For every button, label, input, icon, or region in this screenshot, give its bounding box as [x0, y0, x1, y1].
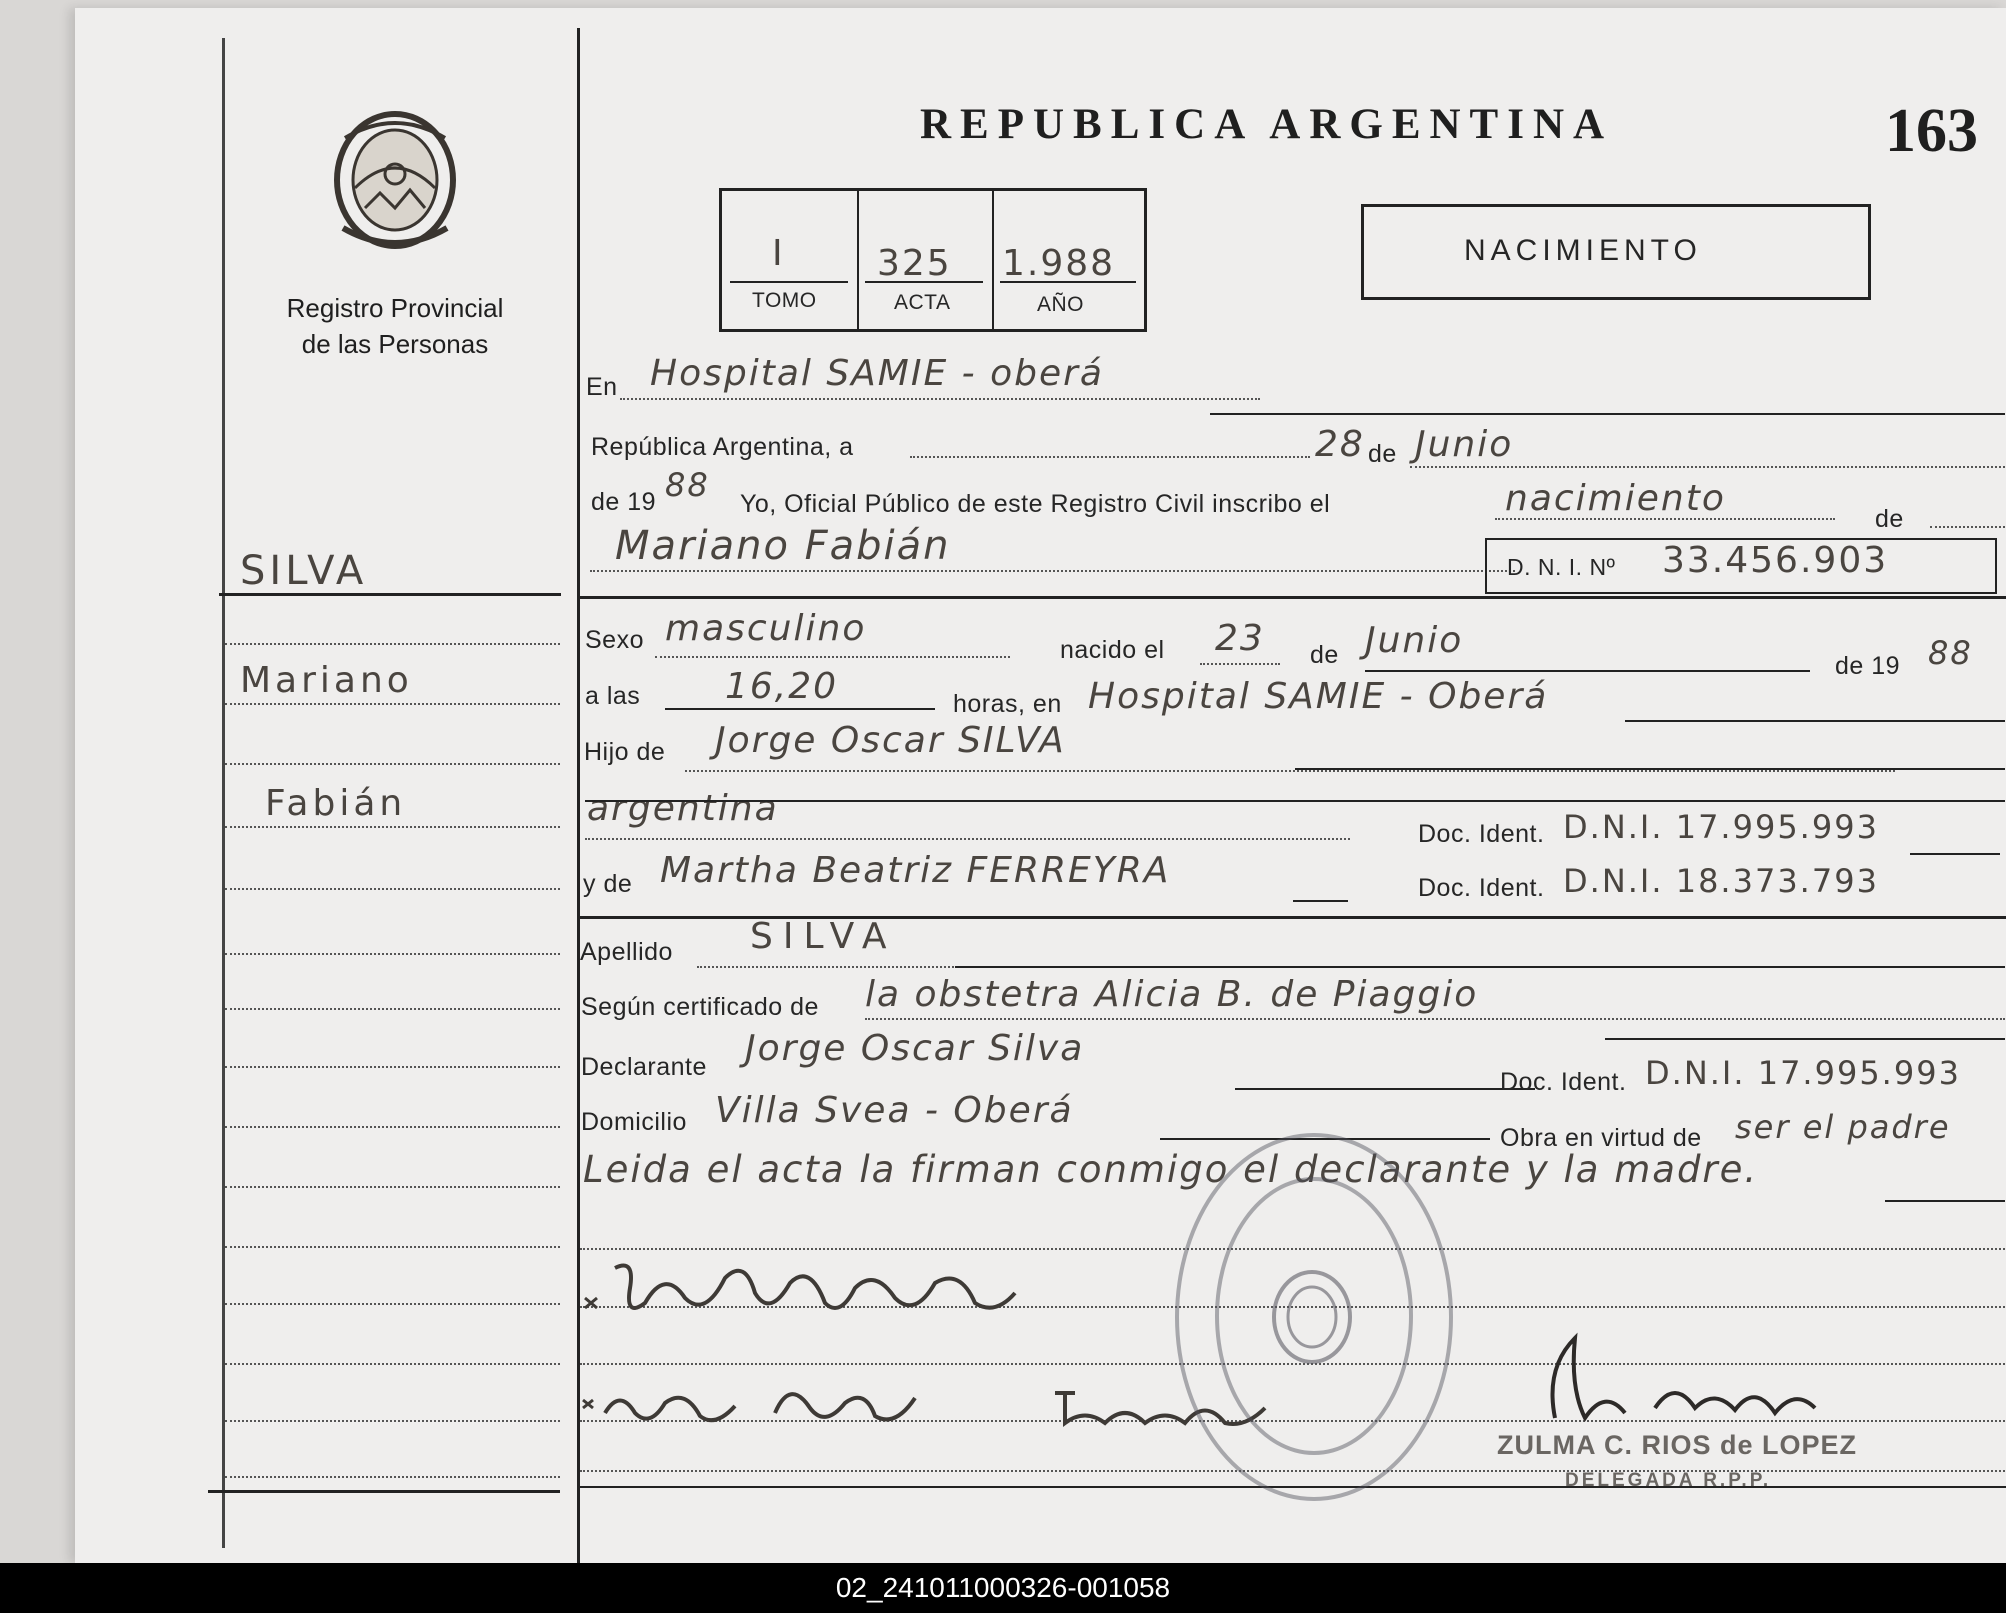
en-value: Hospital SAMIE - oberá	[650, 353, 1104, 394]
dni-label: D. N. I. Nº	[1507, 554, 1616, 580]
doc-label3: Doc. Ident.	[1500, 1068, 1627, 1096]
birth-day: 23	[1215, 618, 1265, 659]
official-title: DELEGADA R.P.P.	[1565, 1470, 1772, 1491]
en-label: En	[586, 373, 618, 401]
column-divider	[577, 28, 580, 1563]
a-las-label: a las	[585, 682, 641, 710]
official-name: ZULMA C. RIOS de LOPEZ	[1497, 1430, 1858, 1460]
folio-number: 163	[1885, 97, 1978, 165]
registry-line2: de las Personas	[301, 329, 489, 359]
child-name: Mariano Fabián	[615, 523, 951, 569]
nacido-label: nacido el	[1060, 636, 1165, 664]
birth-year-prefix: de 19	[1835, 652, 1901, 680]
seal-shield-icon	[1267, 1267, 1357, 1367]
official-signature-icon	[1515, 1328, 1855, 1438]
official-seal	[1175, 1133, 1453, 1501]
dni-value: 33.456.903	[1662, 540, 1889, 581]
acta-value: 325	[877, 243, 952, 284]
domicilio-label: Domicilio	[581, 1108, 687, 1136]
country-title: REPUBLICA ARGENTINA	[920, 101, 1614, 148]
act-type-label: NACIMIENTO	[1464, 234, 1702, 267]
act-type-box	[1361, 204, 1871, 300]
time-value: 16,20	[725, 666, 839, 707]
declarante-value: Jorge Oscar Silva	[745, 1028, 1085, 1069]
apellido-value: SILVA	[750, 916, 897, 957]
registry-label	[245, 290, 545, 362]
mother-name: Martha Beatriz FERREYRA	[660, 850, 1171, 891]
de-label2: de	[1875, 505, 1904, 533]
y-de-label: y de	[583, 870, 633, 898]
margin-second-name: Fabián	[265, 783, 407, 824]
doc-label2: Doc. Ident.	[1418, 874, 1545, 902]
acta-label: ACTA	[894, 291, 951, 314]
de-label: de	[1368, 440, 1397, 468]
father-signature-icon	[575, 1248, 1035, 1328]
obra-value: ser el padre	[1735, 1108, 1951, 1146]
registry-line1: Registro Provincial	[286, 293, 504, 323]
place-value: Hospital SAMIE - Oberá	[1088, 676, 1549, 717]
doc-label1: Doc. Ident.	[1418, 820, 1545, 848]
mother-doc: D.N.I. 18.373.793	[1563, 862, 1879, 900]
hijo-label: Hijo de	[584, 738, 666, 766]
margin-first-name: Mariano	[240, 660, 413, 701]
record-number-box	[719, 188, 1147, 332]
father-doc: D.N.I. 17.995.993	[1563, 808, 1879, 846]
document-page	[75, 8, 2006, 1563]
birth-month: Junio	[1365, 620, 1464, 661]
closing-text: Leida el acta la firman conmigo el declarante y la madre.	[583, 1148, 1759, 1191]
left-column-border	[222, 38, 225, 1548]
certificado-label: Según certificado de	[581, 993, 819, 1021]
birth-year: 88	[1928, 634, 1973, 672]
sexo-value: masculino	[665, 608, 867, 649]
declarante-doc: D.N.I. 17.995.993	[1645, 1054, 1961, 1092]
republica-label: República Argentina, a	[591, 433, 854, 461]
tomo-label: TOMO	[752, 289, 817, 312]
year-prefix: de 19	[591, 488, 657, 516]
obra-label: Obra en virtud de	[1500, 1124, 1702, 1152]
anio-value: 1.988	[1002, 243, 1116, 284]
birth-de: de	[1310, 641, 1339, 669]
provincial-coat-of-arms-icon	[325, 108, 465, 258]
father-nationality: argentina	[587, 788, 779, 829]
horas-label: horas, en	[953, 690, 1062, 718]
inscribe-value: nacimiento	[1505, 478, 1726, 519]
footer-identifier: 02_241011000326-001058	[0, 1563, 2006, 1613]
year-value: 88	[665, 466, 710, 504]
domicilio-value: Villa Svea - Oberá	[715, 1090, 1074, 1131]
margin-surname: SILVA	[240, 548, 368, 594]
yo-text: Yo, Oficial Público de este Registro Civil inscribo el	[740, 490, 1331, 518]
apellido-label: Apellido	[580, 938, 673, 966]
tomo-value: I	[772, 233, 785, 274]
certificado-value: la obstetra Alicia B. de Piaggio	[865, 974, 1479, 1015]
anio-label: AÑO	[1037, 293, 1085, 316]
dni-box	[1485, 538, 1997, 594]
declarante-label: Declarante	[581, 1053, 707, 1081]
month-value: Junio	[1415, 424, 1514, 465]
day-value: 28	[1315, 424, 1365, 465]
father-name: Jorge Oscar SILVA	[715, 720, 1066, 761]
sexo-label: Sexo	[585, 626, 644, 654]
